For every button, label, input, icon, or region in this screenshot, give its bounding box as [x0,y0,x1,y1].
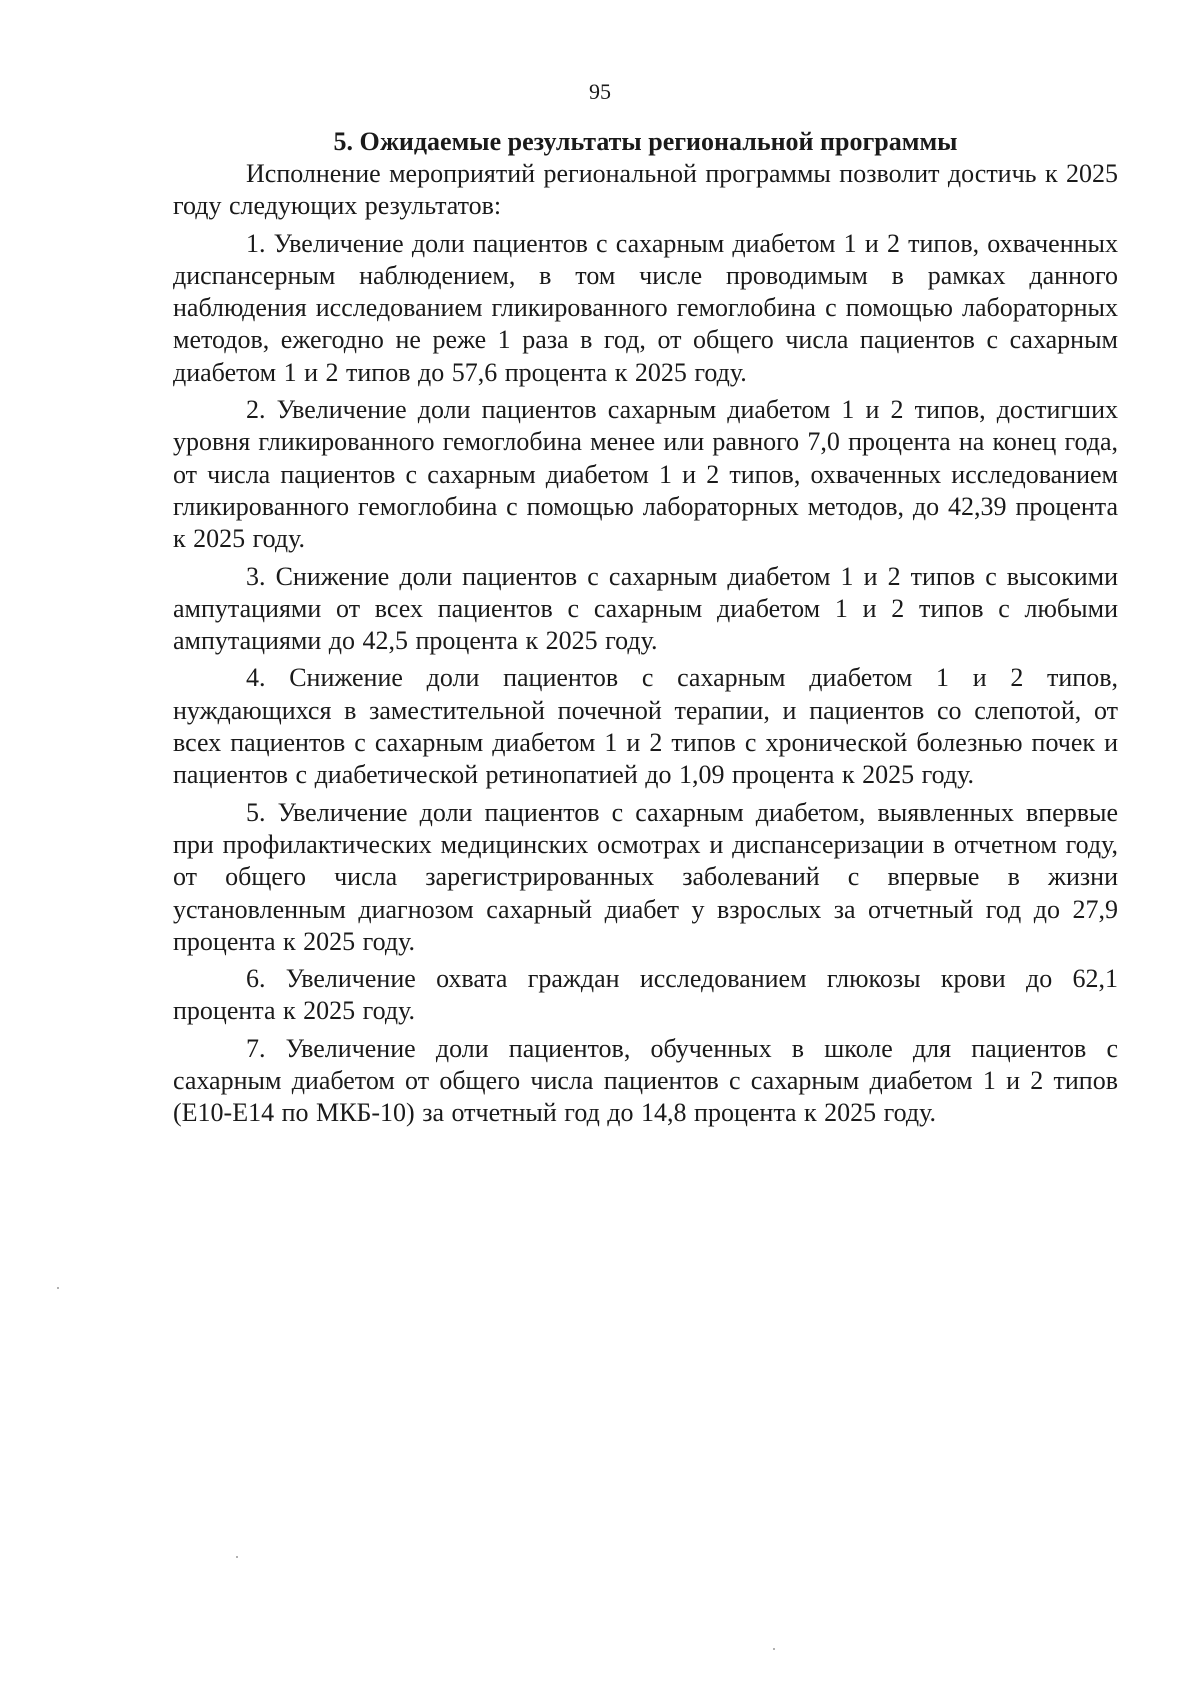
intro-paragraph: Исполнение мероприятий региональной программы позволит достичь к 2025 году следующих результатов: [173,159,1118,221]
result-item-5: 5. Увеличение доли пациентов с сахарным диабетом, выявленных впервые при профилактических медицинских осмотрах и диспансеризации в отчетном году, от общего числа зарегистрированных заболеваний с впервые в жизни установленным диагнозом сахарный диабет у взрослых за отчетный год до 27,9 процента к 2025 году. [173,797,1118,956]
scan-speck [57,1287,59,1289]
page-number: 95 [589,79,611,104]
section-title: 5. Ожидаемые результаты региональной программы [333,127,958,156]
scan-speck [773,1648,775,1650]
scan-speck [236,1556,238,1558]
section-body [173,118,1118,1130]
result-item-1: 1. Увеличение доли пациентов с сахарным диабетом 1 и 2 типов, охваченных диспансерным наблюдением, в том числе проводимым в рамках данного наблюдения исследованием гликированного гемоглобина с помощью лабораторных методов, ежегодно не реже 1 раза в год, от общего числа пациентов с сахарным диабетом 1 и 2 типов до 57,6 процента к 2025 году. [173,228,1118,387]
result-item-3: 3. Снижение доли пациентов с сахарным диабетом 1 и 2 типов с высокими ампутациями от всех пациентов с сахарным диабетом 1 и 2 типов с любыми ампутациями до 42,5 процента к 2025 году. [173,561,1118,656]
result-item-6: 6. Увеличение охвата граждан исследованием глюкозы крови до 62,1 процента к 2025 году. [173,964,1118,1026]
result-item-2: 2. Увеличение доли пациентов сахарным диабетом 1 и 2 типов, достигших уровня гликированного гемоглобина менее или равного 7,0 процента на конец года, от числа пациентов с сахарным диабетом 1 и 2 типов, охваченных исследованием гликированного гемоглобина с помощью лабораторных методов, до 42,39 процента к 2025 году. [173,395,1118,554]
result-item-4: 4. Снижение доли пациентов с сахарным диабетом 1 и 2 типов, нуждающихся в заместительной почечной терапии, и пациентов со слепотой, от всех пациентов с сахарным диабетом 1 и 2 типов с хронической болезнью почек и пациентов с диабетической ретинопатией до 1,09 процента к 2025 году. [173,663,1118,790]
result-item-7: 7. Увеличение доли пациентов, обученных в школе для пациентов с сахарным диабетом от общего числа пациентов с сахарным диабетом 1 и 2 типов (E10-E14 по МКБ-10) за отчетный год до 14,8 процента к 2025 году. [173,1033,1118,1128]
